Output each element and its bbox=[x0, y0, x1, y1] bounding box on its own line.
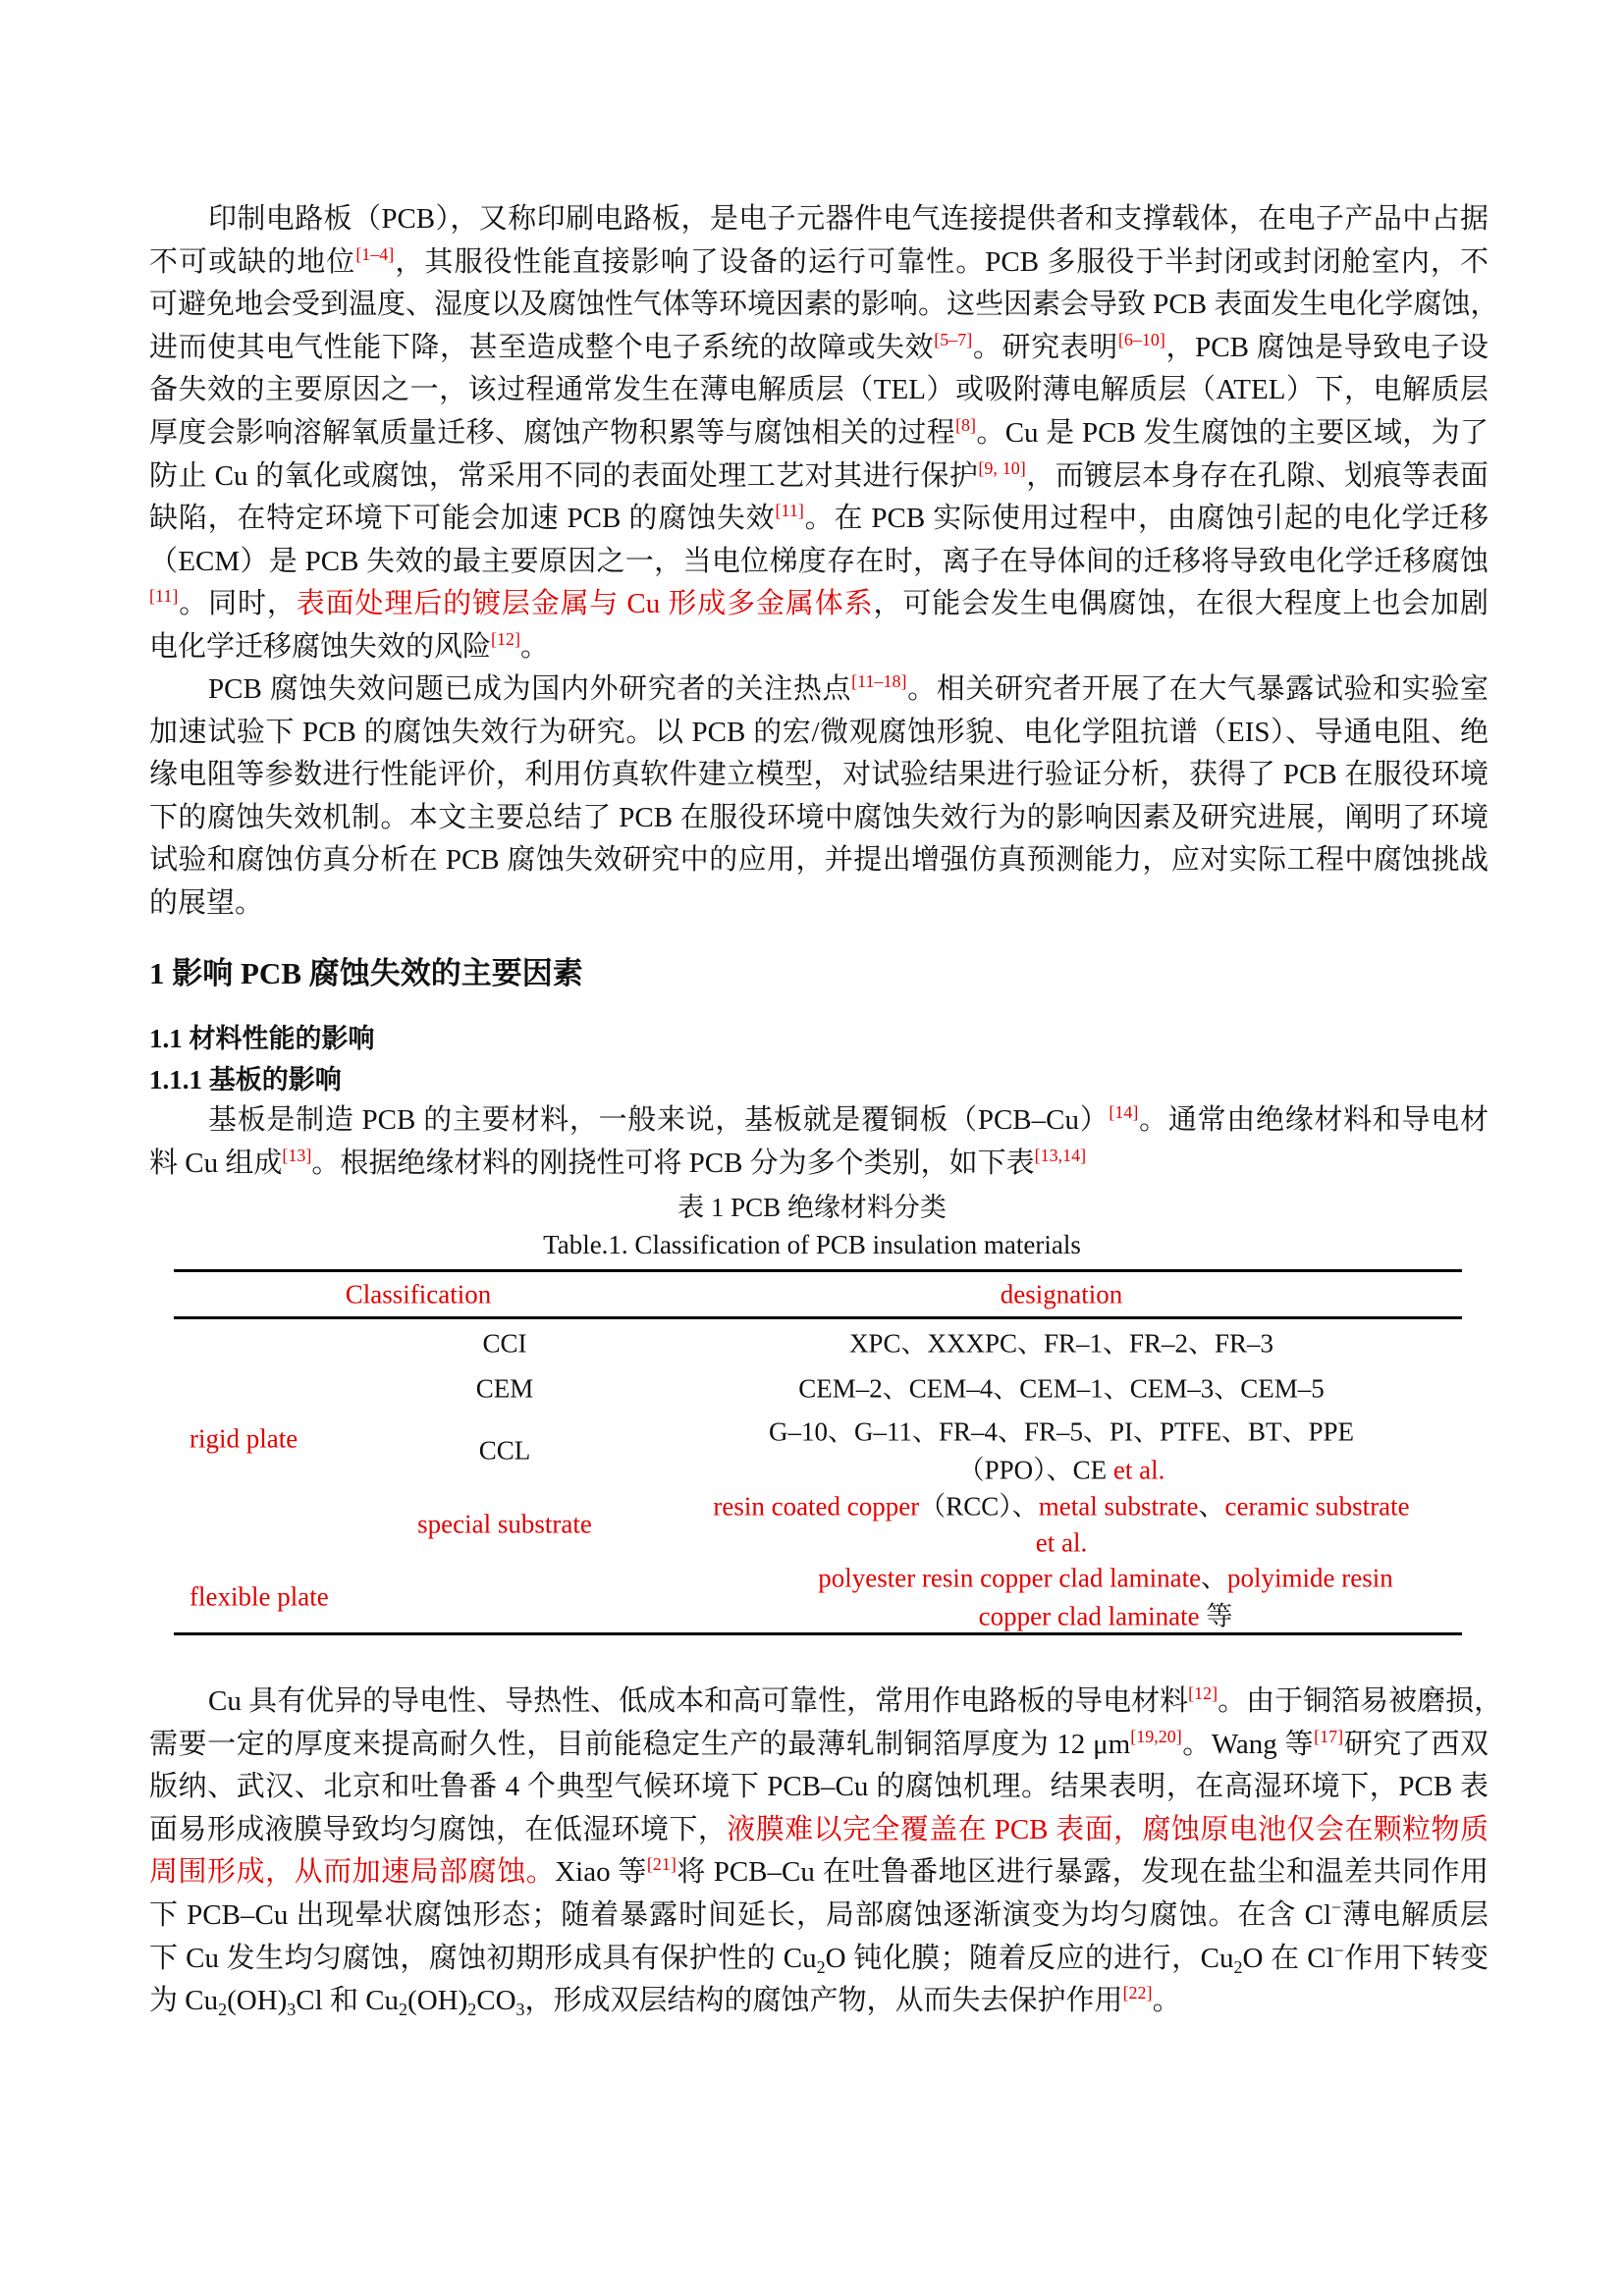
text-segment: 。研究表明 bbox=[972, 331, 1118, 363]
text-segment: CO bbox=[476, 1985, 516, 2017]
text-segment: ，PCB 腐蚀是导致电子设 bbox=[1164, 331, 1489, 363]
subscript: 2 bbox=[816, 1956, 826, 1977]
citation: [12] bbox=[491, 629, 521, 649]
text-line bbox=[149, 368, 1489, 411]
text-segment: ，其服役性能直接影响了设备的运行可靠性。PCB 多服役于半封闭或封闭舱室内，不 bbox=[394, 245, 1489, 278]
text-line bbox=[149, 497, 1489, 540]
designation-ccl-line1: G–10、G–11、FR–4、FR–5、PI、PTFE、BT、PPE bbox=[768, 1416, 1355, 1447]
designation-ccl-line2 bbox=[958, 1452, 1165, 1490]
designation-cci: XPC、XXXPC、FR–1、FR–2、FR–3 bbox=[848, 1328, 1274, 1359]
text-segment: 厚度会影响溶解氧质量迁移、腐蚀产物积累等与腐蚀相关的过程 bbox=[149, 417, 956, 449]
text-line bbox=[149, 1765, 1489, 1808]
text-segment: 备失效的主要原因之一，该过程通常发生在薄电解质层（TEL）或吸附薄电解质层（ATEL）下，电解质层 bbox=[149, 374, 1489, 406]
section-heading-1-1: 1.1 材料性能的影响 bbox=[149, 1024, 375, 1053]
text-segment: 。 bbox=[520, 631, 550, 663]
text-line bbox=[149, 625, 1489, 668]
table-caption-cn: 表 1 PCB 绝缘材料分类 bbox=[677, 1193, 947, 1222]
separator: 、 bbox=[1198, 1491, 1225, 1522]
header-classification: Classification bbox=[345, 1279, 492, 1309]
citation: [17] bbox=[1314, 1726, 1344, 1746]
text-segment: O 在 Cl bbox=[1242, 1942, 1334, 1974]
text-segment: 。Cu 是 PCB 发生腐蚀的主要区域，为了 bbox=[976, 417, 1489, 449]
text-line bbox=[149, 711, 1489, 754]
type-special-substrate: special substrate bbox=[417, 1509, 592, 1539]
table-top-rule bbox=[174, 1269, 1462, 1272]
citation: [6–10] bbox=[1117, 329, 1165, 349]
text-segment: Cl 和 Cu bbox=[296, 1985, 400, 2017]
text-segment: 加速试验下 PCB 的腐蚀失效行为研究。以 PCB 的宏/微观腐蚀形貌、电化学阻抗谱（EIS）、导通电阻、绝 bbox=[149, 716, 1489, 748]
etc-text: 等 bbox=[1199, 1601, 1233, 1631]
text-segment: 。根据绝缘材料的刚挠性可将 PCB 分为多个类别，如下表 bbox=[311, 1147, 1035, 1179]
superscript: − bbox=[1333, 1940, 1344, 1960]
text-segment: 需要一定的厚度来提高耐久性，目前能稳定生产的最薄轧制铜箔厚度为 12 μm bbox=[149, 1728, 1131, 1760]
text-segment: 的展望。 bbox=[149, 887, 264, 919]
table-bottom-rule bbox=[174, 1632, 1462, 1635]
rcc-abbr: （RCC）、 bbox=[919, 1491, 1039, 1522]
text-line bbox=[149, 582, 1489, 625]
text-segment: 。 bbox=[1152, 1985, 1181, 2017]
text-segment: 面易形成液膜导致均匀腐蚀，在低湿环境下， bbox=[149, 1813, 728, 1845]
text-segment: 印制电路板（PCB），又称印刷电路板，是电子元器件电气连接提供者和支撑载体，在电子产品中占据 bbox=[208, 203, 1489, 235]
text-segment: 。相关研究者开展了在大气暴露试验和实验室 bbox=[906, 673, 1489, 705]
citation: [9, 10] bbox=[978, 457, 1026, 478]
text-line bbox=[208, 667, 1489, 711]
text-line bbox=[149, 1894, 1489, 1937]
text-line bbox=[149, 1808, 1489, 1851]
polyester-laminate: polyester resin copper clad laminate bbox=[818, 1563, 1202, 1593]
type-cci: CCI bbox=[482, 1328, 527, 1359]
text-line bbox=[149, 240, 1489, 284]
text-segment: 为 Cu bbox=[149, 1985, 219, 2017]
text-segment: 料 Cu 组成 bbox=[149, 1147, 283, 1179]
highlighted-text: 周围形成，从而加速局部腐蚀。 bbox=[149, 1856, 556, 1889]
text-line bbox=[149, 540, 1489, 583]
group-flexible-plate: flexible plate bbox=[189, 1581, 329, 1612]
citation: [13] bbox=[282, 1145, 312, 1165]
text-segment: 下的腐蚀失效机制。本文主要总结了 PCB 在服役环境中腐蚀失效行为的影响因素及研究进展，阐明了环境 bbox=[149, 801, 1489, 833]
text-segment: （ECM）是 PCB 失效的最主要原因之一，当电位梯度存在时，离子在导体间的迁移将导致电化学迁移腐蚀 bbox=[149, 545, 1489, 577]
metal-substrate: metal substrate bbox=[1038, 1491, 1199, 1522]
text-segment: 作用下转变 bbox=[1343, 1942, 1489, 1974]
text-segment: (OH) bbox=[227, 1985, 288, 2017]
text-segment: 。Wang 等 bbox=[1181, 1728, 1315, 1760]
citation: [22] bbox=[1122, 1983, 1153, 2003]
text-segment: 。通常由绝缘材料和导电材 bbox=[1138, 1104, 1489, 1136]
text-line bbox=[149, 1937, 1489, 1980]
table-caption-en: Table.1. Classification of PCB insulation materials bbox=[543, 1230, 1081, 1259]
citation: [11] bbox=[149, 586, 179, 607]
text-segment: PCB 腐蚀失效问题已成为国内外研究者的关注热点 bbox=[208, 673, 852, 705]
section-heading-1-1-1: 1.1.1 基板的影响 bbox=[149, 1065, 342, 1095]
citation: [21] bbox=[646, 1854, 677, 1875]
text-segment: 下 PCB–Cu 出现晕状腐蚀形态；随着暴露时间延长，局部腐蚀逐渐演变为均匀腐蚀。在含 Cl bbox=[149, 1899, 1331, 1931]
subscript: 3 bbox=[515, 2000, 525, 2020]
text-segment: ，而镀层本身存在孔隙、划痕等表面 bbox=[1025, 459, 1489, 492]
subscript: 3 bbox=[287, 2000, 297, 2020]
separator: 、 bbox=[1201, 1563, 1228, 1593]
text-line bbox=[149, 796, 1489, 839]
text-segment: 进而使其电气性能下降，甚至造成整个电子系统的故障或失效 bbox=[149, 331, 935, 363]
text-line bbox=[149, 411, 1489, 454]
rcc-text: resin coated copper bbox=[713, 1491, 920, 1522]
table-header-rule bbox=[174, 1316, 1462, 1319]
text-line bbox=[149, 838, 1489, 881]
text-segment: 。同时， bbox=[178, 588, 297, 620]
text-segment: 研究了西双 bbox=[1343, 1728, 1489, 1760]
text-line bbox=[208, 197, 1489, 240]
designation-special-line1 bbox=[713, 1488, 1409, 1526]
citation: [5–7] bbox=[934, 329, 973, 349]
text-line bbox=[149, 1850, 1489, 1894]
text-segment: 不可或缺的地位 bbox=[149, 245, 356, 278]
citation: [14] bbox=[1109, 1102, 1139, 1122]
text-segment: Cu 具有优异的导电性、导热性、低成本和高可靠性，常用作电路板的导电材料 bbox=[208, 1685, 1189, 1717]
polyimide-resin: polyimide resin bbox=[1227, 1563, 1393, 1593]
text-segment: ，可能会发生电偶腐蚀，在很大程度上也会加剧 bbox=[873, 588, 1489, 620]
designation-flexible-line1 bbox=[818, 1560, 1393, 1598]
text-line bbox=[149, 1723, 1489, 1766]
superscript: − bbox=[1331, 1897, 1342, 1917]
text-line bbox=[149, 1979, 1489, 2022]
header-designation: designation bbox=[1000, 1279, 1123, 1309]
citation: [1–4] bbox=[355, 243, 395, 264]
designation-flexible-line2 bbox=[979, 1598, 1233, 1636]
text-segment: 试验和腐蚀仿真分析在 PCB 腐蚀失效研究中的应用，并提出增强仿真预测能力，应对实际工程中腐蚀挑战 bbox=[149, 844, 1489, 877]
section-heading-1: 1 影响 PCB 腐蚀失效的主要因素 bbox=[149, 956, 583, 990]
text-segment: Xiao 等 bbox=[555, 1856, 647, 1889]
text-segment: O 钝化膜；随着反应的进行，Cu bbox=[825, 1942, 1234, 1974]
text-segment: 。由于铜箔易被磨损， bbox=[1218, 1685, 1503, 1717]
designation-special-line2: et al. bbox=[1035, 1527, 1088, 1558]
text-line bbox=[208, 1680, 1503, 1723]
text-line bbox=[208, 1098, 1489, 1142]
highlighted-text: 液膜难以完全覆盖在 PCB 表面，腐蚀原电池仅会在颗粒物质 bbox=[727, 1813, 1489, 1845]
group-rigid-plate: rigid plate bbox=[189, 1423, 298, 1454]
copper-clad-laminate: copper clad laminate bbox=[978, 1601, 1200, 1631]
text-line bbox=[149, 283, 1499, 326]
citation: [19,20] bbox=[1130, 1726, 1182, 1746]
ccl-et-al: et al. bbox=[1112, 1455, 1165, 1485]
type-cem: CEM bbox=[475, 1373, 534, 1404]
text-segment: 。在 PCB 实际使用过程中，由腐蚀引起的电化学迁移 bbox=[803, 503, 1489, 535]
text-segment: 可避免地会受到温度、湿度以及腐蚀性气体等环境因素的影响。这些因素会导致 PCB 表面发生电化学腐蚀， bbox=[149, 289, 1499, 321]
citation: [13,14] bbox=[1034, 1145, 1087, 1165]
text-line bbox=[149, 753, 1489, 796]
citation: [11] bbox=[775, 501, 804, 521]
citation: [12] bbox=[1188, 1683, 1218, 1703]
text-line bbox=[149, 881, 1489, 925]
text-line bbox=[149, 326, 1489, 369]
citation: [8] bbox=[955, 415, 977, 435]
text-segment: 防止 Cu 的氧化或腐蚀，常采用不同的表面处理工艺对其进行保护 bbox=[149, 459, 979, 492]
text-segment: 下 Cu 发生均匀腐蚀，腐蚀初期形成具有保护性的 Cu bbox=[149, 1942, 817, 1974]
text-segment: 缺陷，在特定环境下可能会加速 PCB 的腐蚀失效 bbox=[149, 503, 776, 535]
text-line bbox=[149, 454, 1489, 498]
text-segment: (OH) bbox=[407, 1985, 468, 2017]
highlighted-text: 表面处理后的镀层金属与 Cu 形成多金属体系 bbox=[296, 588, 874, 620]
type-ccl: CCL bbox=[478, 1435, 531, 1466]
subscript: 2 bbox=[399, 2000, 408, 2020]
subscript: 2 bbox=[467, 2000, 477, 2020]
subscript: 2 bbox=[218, 2000, 228, 2020]
ccl-text: （PPO）、CE bbox=[957, 1455, 1113, 1485]
designation-cem: CEM–2、CEM–4、CEM–1、CEM–3、CEM–5 bbox=[798, 1373, 1325, 1404]
text-segment: 版纳、武汉、北京和吐鲁番 4 个典型气候环境下 PCB–Cu 的腐蚀机理。结果表明，在高湿环境下，PCB 表 bbox=[149, 1771, 1489, 1803]
text-segment: 电化学迁移腐蚀失效的风险 bbox=[149, 631, 492, 663]
ceramic-substrate: ceramic substrate bbox=[1224, 1491, 1410, 1522]
citation: [11–18] bbox=[851, 671, 907, 691]
subscript: 2 bbox=[1233, 1956, 1243, 1977]
text-line bbox=[149, 1142, 1489, 1185]
text-segment: ，形成双层结构的腐蚀产物，从而失去保护作用 bbox=[524, 1985, 1123, 2017]
text-segment: 基板是制造 PCB 的主要材料，一般来说，基板就是覆铜板（PCB–Cu） bbox=[208, 1104, 1110, 1136]
text-segment: 将 PCB–Cu 在吐鲁番地区进行暴露，发现在盐尘和温差共同作用 bbox=[676, 1856, 1489, 1889]
text-segment: 薄电解质层 bbox=[1341, 1899, 1489, 1931]
text-segment: 缘电阻等参数进行性能评价，利用仿真软件建立模型，对试验结果进行验证分析，获得了 PCB 在服役环境 bbox=[149, 759, 1489, 791]
